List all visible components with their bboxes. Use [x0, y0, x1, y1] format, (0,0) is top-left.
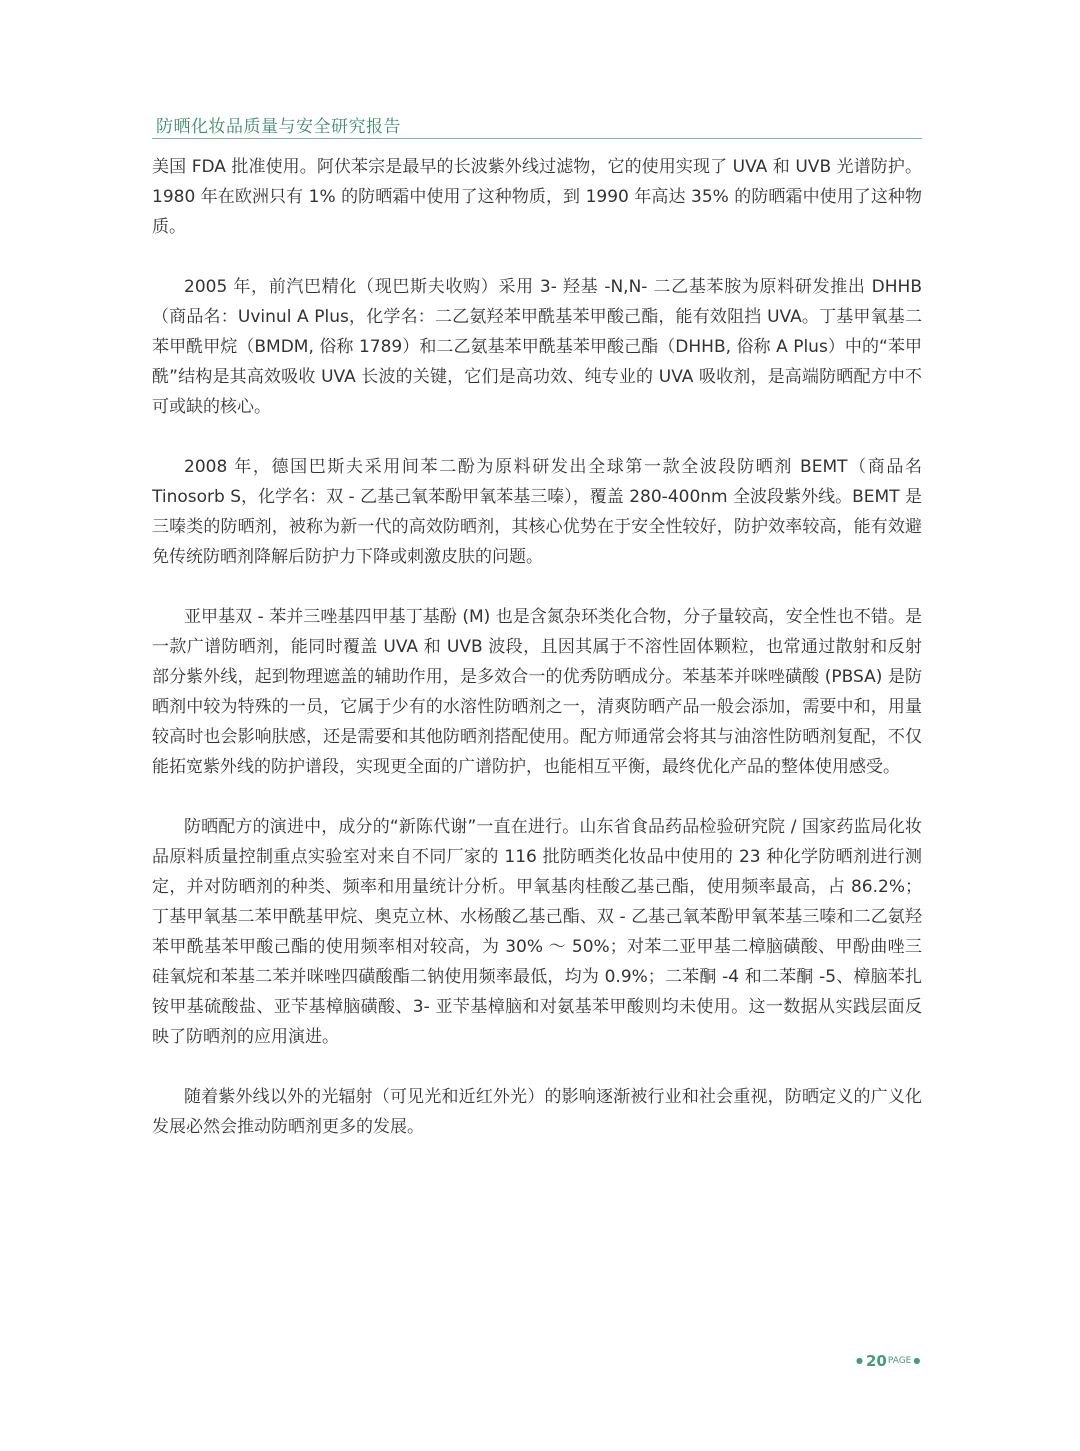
paragraph-future: 随着紫外线以外的光辐射（可见光和近红外光）的影响逐渐被行业和社会重视，防晒定义的广义化发展必然会推动防晒剂更多的发展。 — [152, 1087, 922, 1137]
header-divider — [152, 138, 922, 139]
page-footer — [856, 1350, 920, 1372]
page-number: 20 — [865, 1352, 887, 1370]
paragraph-formula-evolution: 防晒配方的演进中，成分的“新陈代谢”一直在进行。山东省食品药品检验研究院 / 国家药监局化妆品原料质量控制重点实验室对来自不同厂家的 116 批防晒类化妆品中使用的 23 种化学防晒剂进行测定，并对防晒剂的种类、频率和用量统计分析。甲氧基肉桂酸乙基己酯，使用频率最高，占 86.2%；丁基甲氧基二苯甲酰基甲烷、奥克立林、水杨酸乙基己酯、双 - 乙基己氧苯酚甲氧苯基三嗪和二乙氨羟苯甲酰基苯甲酸己酯的使用频率相对较高，为 30% ～ 50%；对苯二亚甲基二樟脑磺酸、甲酚曲唑三硅氧烷和苯基二苯并咪唑四磺酸酯二钠使用频率最低，均为 0.9%；二苯酮 -4 和二苯酮 -5、樟脑苯扎铵甲基硫酸盐、亚苄基樟脑磺酸、3- 亚苄基樟脑和对氨基苯甲酸则均未使用。这一数据从实践层面反映了防晒剂的应用演进。 — [152, 817, 922, 1047]
paragraph-dhhb: 2005 年，前汽巴精化（现巴斯夫收购）采用 3- 羟基 -N,N- 二乙基苯胺为原料研发推出 DHHB（商品名：Uvinul A Plus，化学名：二乙氨羟苯甲酰基苯甲酸己酯，能有效阻挡 UVA。丁基甲氧基二苯甲酰甲烷（BMDM, 俗称 1789）和二乙氨基苯甲酰基苯甲酸己酯（DHHB, 俗称 A Plus）中的“苯甲酰”结构是其高效吸收 UVA 长波的关键，它们是高功效、纯专业的 UVA 吸收剂，是高端防晒配方中不可或缺的核心。 — [152, 277, 922, 417]
page-header — [152, 110, 922, 140]
paragraph-bemt: 2008 年，德国巴斯夫采用间苯二酚为原料研发出全球第一款全波段防晒剂 BEMT（商品名 Tinosorb S，化学名：双 - 乙基己氧苯酚甲氧苯基三嗪），覆盖 280-400nm 全波段紫外线。BEMT 是三嗪类的防晒剂，被称为新一代的高效防晒剂，其核心优势在于安全性较好，防护效率较高，能有效避免传统防晒剂降解后防护力下降或刺激皮肤的问题。 — [152, 457, 922, 567]
body-text — [152, 152, 922, 1172]
paragraph-m-pbsa: 亚甲基双 - 苯并三唑基四甲基丁基酚 (M) 也是含氮杂环类化合物，分子量较高，安全性也不错。是一款广谱防晒剂，能同时覆盖 UVA 和 UVB 波段，且因其属于不溶性固体颗粒，也常通过散射和反射部分紫外线，起到物理遮盖的辅助作用，是多效合一的优秀防晒成分。苯基苯并咪唑磺酸 (PBSA) 是防晒剂中较为特殊的一员，它属于少有的水溶性防晒剂之一，清爽防晒产品一般会添加，需要中和，用量较高时也会影响肤感，还是需要和其他防晒剂搭配使用。配方师通常会将其与油溶性防晒剂复配，不仅能拓宽紫外线的防护谱段，实现更全面的广谱防护，也能相互平衡，最终优化产品的整体使用感受。 — [152, 607, 922, 777]
footer-dot-left-icon: ● — [856, 1356, 863, 1365]
page-label: PAGE — [887, 1356, 912, 1366]
paragraph-fda-avobenzone: 美国 FDA 批准使用。阿伏苯宗是最早的长波紫外线过滤物，它的使用实现了 UVA 和 UVB 光谱防护。1980 年在欧洲只有 1% 的防晒霜中使用了这种物质，到 1990 年高达 35% 的防晒霜中使用了这种物质。 — [152, 157, 922, 237]
footer-dot-right-icon: ● — [913, 1356, 921, 1365]
report-title: 防晒化妆品质量与安全研究报告 — [156, 117, 401, 137]
